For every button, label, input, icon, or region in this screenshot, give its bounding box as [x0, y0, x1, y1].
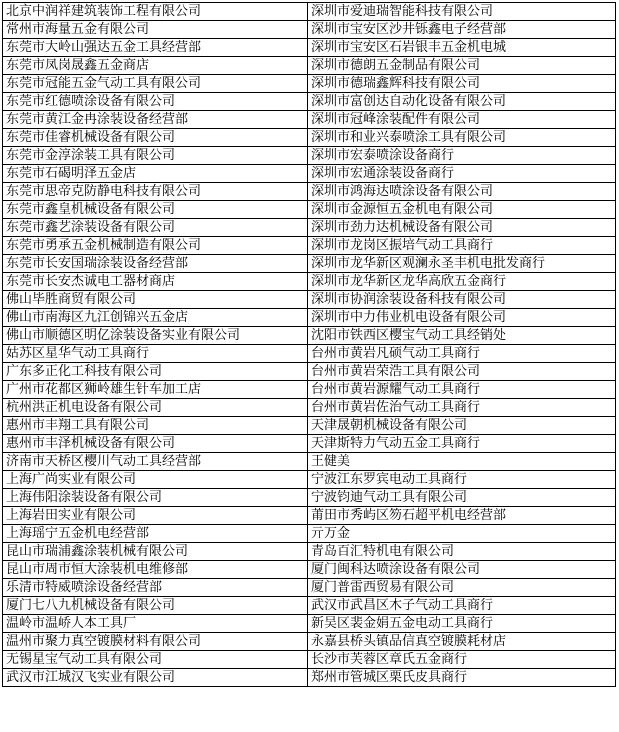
company-cell-left[interactable]: 昆山市周市恒大涂装机电维修部 [3, 561, 308, 579]
company-cell-left[interactable]: 上海岩田实业有限公司 [3, 507, 308, 525]
table-row [3, 525, 616, 543]
table-row [3, 183, 616, 201]
company-cell-left[interactable]: 厦门七八九机械设备有限公司 [3, 597, 308, 615]
company-cell-left[interactable]: 杭州洪正机电设备有限公司 [3, 399, 308, 417]
company-cell-right[interactable]: 深圳市和业兴泰喷涂工具有限公司 [308, 129, 616, 147]
table-row [3, 57, 616, 75]
table-row [3, 111, 616, 129]
company-cell-right[interactable]: 深圳市协润涂装设备科技有限公司 [308, 291, 616, 309]
table-row [3, 93, 616, 111]
company-cell-left[interactable]: 东莞市长安国瑞涂装设备经营部 [3, 255, 308, 273]
company-cell-right[interactable]: 深圳市鸿海达喷涂设备有限公司 [308, 183, 616, 201]
company-cell-left[interactable]: 东莞市红德喷涂设备有限公司 [3, 93, 308, 111]
company-cell-left[interactable]: 惠州市丰泽机械设备有限公司 [3, 435, 308, 453]
company-cell-left[interactable]: 东莞市长安杰诚电工器材商店 [3, 273, 308, 291]
table-row [3, 543, 616, 561]
company-cell-left[interactable]: 东莞市金淳涂装工具有限公司 [3, 147, 308, 165]
table-row [3, 273, 616, 291]
company-cell-left[interactable]: 佛山市南海区九江创锦兴五金店 [3, 309, 308, 327]
table-row [3, 579, 616, 597]
company-cell-left[interactable]: 广州市花都区狮岭雄生针车加工店 [3, 381, 308, 399]
company-cell-left[interactable]: 乐清市特威喷涂设备经营部 [3, 579, 308, 597]
company-cell-right[interactable]: 深圳市劲力达机械设备有限公司 [308, 219, 616, 237]
company-cell-right[interactable]: 深圳市龙华新区龙华高欣五金商行 [308, 273, 616, 291]
company-cell-right[interactable]: 深圳市冠峰涂装配件有限公司 [308, 111, 616, 129]
table-row [3, 399, 616, 417]
company-cell-right[interactable]: 深圳市宏泰喷涂设备商行 [308, 147, 616, 165]
table-row [3, 453, 616, 471]
company-cell-left[interactable]: 东莞市佳睿机械设备有限公司 [3, 129, 308, 147]
company-cell-right[interactable]: 天津晟朝机械设备有限公司 [308, 417, 616, 435]
table-row [3, 615, 616, 633]
company-cell-right[interactable]: 深圳市金源恒五金机电有限公司 [308, 201, 616, 219]
table-row [3, 471, 616, 489]
company-cell-left[interactable]: 东莞市凤岗晟鑫五金商店 [3, 57, 308, 75]
company-cell-right[interactable]: 宁波钧迪气动工具有限公司 [308, 489, 616, 507]
table-row [3, 633, 616, 651]
company-cell-right[interactable]: 台州市黄岩凡硕气动工具商行 [308, 345, 616, 363]
company-cell-left[interactable]: 无锡星宝气动工具有限公司 [3, 651, 308, 669]
company-cell-left[interactable]: 东莞市勇承五金机械制造有限公司 [3, 237, 308, 255]
company-cell-left[interactable]: 东莞市石碣明泽五金店 [3, 165, 308, 183]
table-row [3, 669, 616, 687]
company-cell-left[interactable]: 姑苏区星华气动工具商行 [3, 345, 308, 363]
company-cell-left[interactable]: 上海瑶宁五金机电经营部 [3, 525, 308, 543]
company-cell-left[interactable]: 武汉市江城汉飞实业有限公司 [3, 669, 308, 687]
table-row [3, 489, 616, 507]
company-cell-right[interactable]: 厦门闽科达喷涂设备有限公司 [308, 561, 616, 579]
company-cell-right[interactable]: 深圳市爱迪瑞智能科技有限公司 [308, 3, 616, 21]
table-row [3, 219, 616, 237]
company-cell-right[interactable]: 深圳市宏通涂装设备商行 [308, 165, 616, 183]
table-row [3, 435, 616, 453]
company-cell-left[interactable]: 佛山市顺德区明亿涂装设备实业有限公司 [3, 327, 308, 345]
company-cell-left[interactable]: 上海伟阳涂装设备有限公司 [3, 489, 308, 507]
company-cell-left[interactable]: 温岭市温峤人本工具厂 [3, 615, 308, 633]
table-row [3, 165, 616, 183]
table-row [3, 237, 616, 255]
company-cell-left[interactable]: 东莞市思帝克防静电科技有限公司 [3, 183, 308, 201]
table-row [3, 39, 616, 57]
company-cell-right[interactable]: 莆田市秀屿区笏石超平机电经营部 [308, 507, 616, 525]
company-cell-left[interactable]: 常州市海量五金有限公司 [3, 21, 308, 39]
table-row [3, 255, 616, 273]
table-row [3, 381, 616, 399]
company-cell-right[interactable]: 青岛百汇特机电有限公司 [308, 543, 616, 561]
table-row [3, 327, 616, 345]
company-cell-left[interactable]: 东莞市鑫皇机械设备有限公司 [3, 201, 308, 219]
company-cell-right[interactable]: 新吴区裴金娟五金电动工具商行 [308, 615, 616, 633]
company-cell-left[interactable]: 佛山毕胜商贸有限公司 [3, 291, 308, 309]
company-cell-left[interactable]: 东莞市鑫艺涂装设备有限公司 [3, 219, 308, 237]
company-cell-right[interactable]: 宁波江东罗宾电动工具商行 [308, 471, 616, 489]
company-cell-right[interactable]: 天津斯特力气动五金工具商行 [308, 435, 616, 453]
company-cell-right[interactable]: 深圳市宝安区沙井铄鑫电子经营部 [308, 21, 616, 39]
company-cell-right[interactable]: 深圳市宝安区石岩银丰五金机电城 [308, 39, 616, 57]
company-cell-left[interactable]: 北京中润祥建筑装饰工程有限公司 [3, 3, 308, 21]
company-cell-left[interactable]: 东莞市大岭山强达五金工具经营部 [3, 39, 308, 57]
company-cell-right[interactable]: 台州市黄岩源耀气动工具商行 [308, 381, 616, 399]
company-cell-left[interactable]: 昆山市瑞浦鑫涂装机械有限公司 [3, 543, 308, 561]
company-cell-left[interactable]: 惠州市丰翔工具有限公司 [3, 417, 308, 435]
company-cell-right[interactable]: 深圳市富创达自动化设备有限公司 [308, 93, 616, 111]
table-row [3, 3, 616, 21]
table-row [3, 417, 616, 435]
company-cell-right[interactable]: 永嘉县桥头镇品信真空镀膜耗材店 [308, 633, 616, 651]
supplier-table-body [3, 3, 616, 687]
table-row [3, 345, 616, 363]
company-cell-right[interactable]: 台州市黄岩荣浩工具有限公司 [308, 363, 616, 381]
company-cell-right[interactable]: 沈阳市铁西区樱宝气动工具经销处 [308, 327, 616, 345]
table-row [3, 291, 616, 309]
company-cell-right[interactable]: 王健美 [308, 453, 616, 471]
table-row [3, 75, 616, 93]
company-cell-left[interactable]: 上海广尚实业有限公司 [3, 471, 308, 489]
company-cell-left[interactable]: 东莞市冠能五金气动工具有限公司 [3, 75, 308, 93]
company-cell-left[interactable]: 东莞市黄江金冉涂装设备经营部 [3, 111, 308, 129]
company-cell-right[interactable]: 深圳市中力伟业机电设备有限公司 [308, 309, 616, 327]
company-cell-right[interactable]: 台州市黄岩佐治气动工具商行 [308, 399, 616, 417]
table-row [3, 129, 616, 147]
company-cell-left[interactable]: 温州市聚力真空镀膜材料有限公司 [3, 633, 308, 651]
table-row [3, 561, 616, 579]
company-cell-right[interactable]: 深圳市龙岗区振培气动工具商行 [308, 237, 616, 255]
company-cell-right[interactable]: 深圳市德朗五金制品有限公司 [308, 57, 616, 75]
company-cell-right[interactable]: 深圳市龙华新区观澜永圣丰机电批发商行 [308, 255, 616, 273]
company-cell-left[interactable]: 广东多正化工科技有限公司 [3, 363, 308, 381]
company-cell-left[interactable]: 济南市天桥区樱川气动工具经营部 [3, 453, 308, 471]
company-cell-right[interactable]: 郑州市管城区栗氏皮具商行 [308, 669, 616, 687]
table-row [3, 363, 616, 381]
company-cell-right[interactable]: 武汉市武昌区木子气动工具商行 [308, 597, 616, 615]
table-row [3, 651, 616, 669]
company-cell-right[interactable]: 深圳市德瑞鑫辉科技有限公司 [308, 75, 616, 93]
table-row [3, 201, 616, 219]
company-cell-right[interactable]: 厦门普雷西贸易有限公司 [308, 579, 616, 597]
table-row [3, 147, 616, 165]
table-row [3, 21, 616, 39]
table-row [3, 507, 616, 525]
table-row [3, 597, 616, 615]
table-row [3, 309, 616, 327]
supplier-table [2, 2, 616, 687]
company-cell-right[interactable]: 亓万金 [308, 525, 616, 543]
company-cell-right[interactable]: 长沙市芙蓉区章氏五金商行 [308, 651, 616, 669]
